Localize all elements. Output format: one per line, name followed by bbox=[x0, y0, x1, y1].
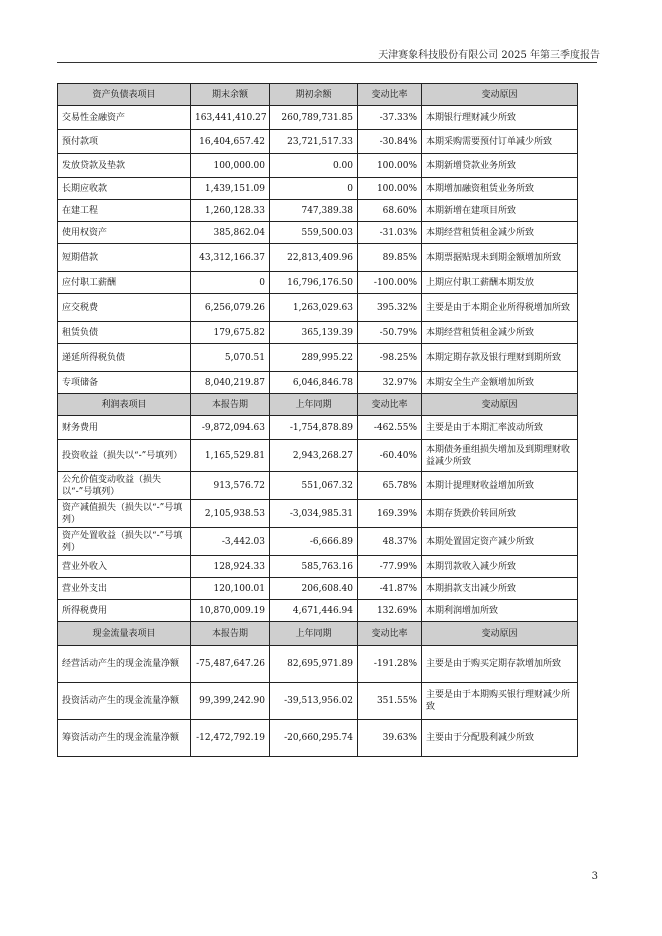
column-header: 现金流量表项目 bbox=[58, 622, 191, 646]
row-item-name: 在建工程 bbox=[58, 200, 191, 222]
row-current-value: 385,862.04 bbox=[191, 222, 270, 244]
row-change-ratio: -191.28% bbox=[358, 646, 422, 683]
row-current-value: 120,100.01 bbox=[191, 578, 270, 600]
row-item-name: 应付职工薪酬 bbox=[58, 272, 191, 294]
row-item-name: 租赁负债 bbox=[58, 322, 191, 344]
row-change-ratio: -77.99% bbox=[358, 556, 422, 578]
row-change-ratio: -98.25% bbox=[358, 344, 422, 372]
row-change-ratio: 32.97% bbox=[358, 372, 422, 394]
row-change-reason: 本期利润增加所致 bbox=[422, 600, 578, 622]
row-change-ratio: -60.40% bbox=[358, 440, 422, 472]
row-item-name: 投资收益（损失以“-”号填列） bbox=[58, 440, 191, 472]
row-change-reason: 主要是由于购买定期存款增加所致 bbox=[422, 646, 578, 683]
row-prior-value: 0.00 bbox=[270, 154, 358, 178]
row-change-ratio: 395.32% bbox=[358, 294, 422, 322]
row-current-value: 2,105,938.53 bbox=[191, 500, 270, 528]
row-prior-value: 260,789,731.85 bbox=[270, 106, 358, 130]
column-header: 变动比率 bbox=[358, 622, 422, 646]
header-divider bbox=[57, 62, 597, 63]
row-prior-value: 365,139.39 bbox=[270, 322, 358, 344]
row-current-value: 16,404,657.42 bbox=[191, 130, 270, 154]
column-header: 变动比率 bbox=[358, 394, 422, 416]
row-item-name: 资产处置收益（损失以“-”号填列） bbox=[58, 528, 191, 556]
row-current-value: 99,399,242.90 bbox=[191, 683, 270, 720]
row-item-name: 投资活动产生的现金流量净额 bbox=[58, 683, 191, 720]
row-prior-value: -39,513,956.02 bbox=[270, 683, 358, 720]
row-current-value: 100,000.00 bbox=[191, 154, 270, 178]
table-row bbox=[58, 244, 578, 272]
row-item-name: 营业外支出 bbox=[58, 578, 191, 600]
row-item-name: 公允价值变动收益（损失以“-”号填列） bbox=[58, 472, 191, 500]
row-change-ratio: -462.55% bbox=[358, 416, 422, 440]
row-current-value: 8,040,219.87 bbox=[191, 372, 270, 394]
row-change-ratio: -100.00% bbox=[358, 272, 422, 294]
row-change-reason: 本期存货跌价转回所致 bbox=[422, 500, 578, 528]
row-prior-value: 6,046,846.78 bbox=[270, 372, 358, 394]
column-header: 资产负债表项目 bbox=[58, 84, 191, 106]
row-change-ratio: 39.63% bbox=[358, 720, 422, 757]
table-row bbox=[58, 178, 578, 200]
page-number: 3 bbox=[591, 871, 598, 882]
row-item-name: 营业外收入 bbox=[58, 556, 191, 578]
row-change-reason: 主要是由于本期企业所得税增加所致 bbox=[422, 294, 578, 322]
row-prior-value: 4,671,446.94 bbox=[270, 600, 358, 622]
column-header: 上年同期 bbox=[270, 394, 358, 416]
row-item-name: 长期应收款 bbox=[58, 178, 191, 200]
row-change-reason: 本期安全生产金额增加所致 bbox=[422, 372, 578, 394]
table-row bbox=[58, 578, 578, 600]
row-prior-value: 289,995.22 bbox=[270, 344, 358, 372]
row-item-name: 专项储备 bbox=[58, 372, 191, 394]
row-change-ratio: 48.37% bbox=[358, 528, 422, 556]
row-change-reason: 本期新增贷款业务所致 bbox=[422, 154, 578, 178]
column-header: 期初余额 bbox=[270, 84, 358, 106]
row-change-reason: 本期票据贴现未到期金额增加所致 bbox=[422, 244, 578, 272]
row-prior-value: 23,721,517.33 bbox=[270, 130, 358, 154]
row-change-reason: 本期经营租赁租金减少所致 bbox=[422, 222, 578, 244]
row-change-ratio: 351.55% bbox=[358, 683, 422, 720]
column-header: 期末余额 bbox=[191, 84, 270, 106]
row-current-value: 128,924.33 bbox=[191, 556, 270, 578]
table-row bbox=[58, 294, 578, 322]
column-header: 变动原因 bbox=[422, 84, 578, 106]
table-row bbox=[58, 272, 578, 294]
row-current-value: -75,487,647.26 bbox=[191, 646, 270, 683]
row-item-name: 递延所得税负债 bbox=[58, 344, 191, 372]
row-prior-value: 559,500.03 bbox=[270, 222, 358, 244]
row-prior-value: -20,660,295.74 bbox=[270, 720, 358, 757]
row-item-name: 经营活动产生的现金流量净额 bbox=[58, 646, 191, 683]
row-current-value: 179,675.82 bbox=[191, 322, 270, 344]
row-prior-value: 16,796,176.50 bbox=[270, 272, 358, 294]
row-change-ratio: 89.85% bbox=[358, 244, 422, 272]
table-row bbox=[58, 222, 578, 244]
row-item-name: 应交税费 bbox=[58, 294, 191, 322]
change-analysis-table bbox=[57, 83, 578, 757]
row-item-name: 短期借款 bbox=[58, 244, 191, 272]
row-change-reason: 上期应付职工薪酬本期发放 bbox=[422, 272, 578, 294]
row-prior-value: 1,263,029.63 bbox=[270, 294, 358, 322]
row-item-name: 财务费用 bbox=[58, 416, 191, 440]
row-change-reason: 本期罚款收入减少所致 bbox=[422, 556, 578, 578]
row-current-value: 1,439,151.09 bbox=[191, 178, 270, 200]
table-row bbox=[58, 720, 578, 757]
table-row bbox=[58, 440, 578, 472]
row-prior-value: -3,034,985.31 bbox=[270, 500, 358, 528]
row-change-ratio: -30.84% bbox=[358, 130, 422, 154]
row-change-ratio: 132.69% bbox=[358, 600, 422, 622]
report-header: 天津赛象科技股份有限公司 2025 年第三季度报告 bbox=[378, 50, 600, 61]
row-prior-value: -6,666.89 bbox=[270, 528, 358, 556]
row-prior-value: 82,695,971.89 bbox=[270, 646, 358, 683]
row-current-value: 163,441,410.27 bbox=[191, 106, 270, 130]
table-row bbox=[58, 500, 578, 528]
table-row bbox=[58, 322, 578, 344]
row-prior-value: 551,067.32 bbox=[270, 472, 358, 500]
row-change-reason: 主要由于分配股利减少所致 bbox=[422, 720, 578, 757]
row-current-value: -12,472,792.19 bbox=[191, 720, 270, 757]
row-change-reason: 本期经营租赁租金减少所致 bbox=[422, 322, 578, 344]
row-item-name: 交易性金融资产 bbox=[58, 106, 191, 130]
row-item-name: 预付款项 bbox=[58, 130, 191, 154]
column-header: 本报告期 bbox=[191, 622, 270, 646]
column-header: 变动比率 bbox=[358, 84, 422, 106]
row-item-name: 所得税费用 bbox=[58, 600, 191, 622]
table-row bbox=[58, 528, 578, 556]
table-row bbox=[58, 416, 578, 440]
row-current-value: 43,312,166.37 bbox=[191, 244, 270, 272]
row-change-ratio: 100.00% bbox=[358, 154, 422, 178]
table-row bbox=[58, 556, 578, 578]
row-prior-value: 206,608.40 bbox=[270, 578, 358, 600]
table-row bbox=[58, 130, 578, 154]
row-current-value: 5,070.51 bbox=[191, 344, 270, 372]
row-current-value: 1,260,128.33 bbox=[191, 200, 270, 222]
row-change-reason: 本期采购需要预付订单减少所致 bbox=[422, 130, 578, 154]
table-row bbox=[58, 683, 578, 720]
row-change-reason: 本期增加融资租赁业务所致 bbox=[422, 178, 578, 200]
row-current-value: -3,442.03 bbox=[191, 528, 270, 556]
table-row bbox=[58, 372, 578, 394]
column-header: 上年同期 bbox=[270, 622, 358, 646]
table-row bbox=[58, 344, 578, 372]
row-change-ratio: -41.87% bbox=[358, 578, 422, 600]
row-change-ratio: 68.60% bbox=[358, 200, 422, 222]
table-row bbox=[58, 154, 578, 178]
column-header: 变动原因 bbox=[422, 622, 578, 646]
section-header-row bbox=[58, 394, 578, 416]
row-current-value: 913,576.72 bbox=[191, 472, 270, 500]
row-change-reason: 本期处置固定资产减少所致 bbox=[422, 528, 578, 556]
table-row bbox=[58, 200, 578, 222]
section-header-row bbox=[58, 622, 578, 646]
row-change-ratio: 65.78% bbox=[358, 472, 422, 500]
row-change-reason: 本期新增在建项目所致 bbox=[422, 200, 578, 222]
row-current-value: 1,165,529.81 bbox=[191, 440, 270, 472]
table-row bbox=[58, 646, 578, 683]
table-row bbox=[58, 106, 578, 130]
row-change-reason: 主要是由于本期汇率波动所致 bbox=[422, 416, 578, 440]
row-prior-value: 22,813,409.96 bbox=[270, 244, 358, 272]
table-row bbox=[58, 600, 578, 622]
column-header: 本报告期 bbox=[191, 394, 270, 416]
row-prior-value: 747,389.38 bbox=[270, 200, 358, 222]
row-item-name: 发放贷款及垫款 bbox=[58, 154, 191, 178]
row-current-value: 6,256,079.26 bbox=[191, 294, 270, 322]
table-row bbox=[58, 472, 578, 500]
row-change-reason: 本期银行理财减少所致 bbox=[422, 106, 578, 130]
row-change-ratio: -37.33% bbox=[358, 106, 422, 130]
row-item-name: 使用权资产 bbox=[58, 222, 191, 244]
row-current-value: -9,872,094.63 bbox=[191, 416, 270, 440]
row-prior-value: 585,763.16 bbox=[270, 556, 358, 578]
row-change-ratio: -50.79% bbox=[358, 322, 422, 344]
row-prior-value: 2,943,268.27 bbox=[270, 440, 358, 472]
column-header: 利润表项目 bbox=[58, 394, 191, 416]
column-header: 变动原因 bbox=[422, 394, 578, 416]
row-current-value: 10,870,009.19 bbox=[191, 600, 270, 622]
row-prior-value: -1,754,878.89 bbox=[270, 416, 358, 440]
row-change-reason: 本期债务重组损失增加及到期理财收益减少所致 bbox=[422, 440, 578, 472]
row-change-reason: 本期捐款支出减少所致 bbox=[422, 578, 578, 600]
row-change-reason: 本期计提理财收益增加所致 bbox=[422, 472, 578, 500]
row-change-ratio: 100.00% bbox=[358, 178, 422, 200]
row-item-name: 资产减值损失（损失以“-”号填列） bbox=[58, 500, 191, 528]
row-prior-value: 0 bbox=[270, 178, 358, 200]
row-change-reason: 本期定期存款及银行理财到期所致 bbox=[422, 344, 578, 372]
row-change-ratio: -31.03% bbox=[358, 222, 422, 244]
section-header-row bbox=[58, 84, 578, 106]
row-change-ratio: 169.39% bbox=[358, 500, 422, 528]
row-item-name: 筹资活动产生的现金流量净额 bbox=[58, 720, 191, 757]
row-change-reason: 主要是由于本期购买银行理财减少所致 bbox=[422, 683, 578, 720]
row-current-value: 0 bbox=[191, 272, 270, 294]
